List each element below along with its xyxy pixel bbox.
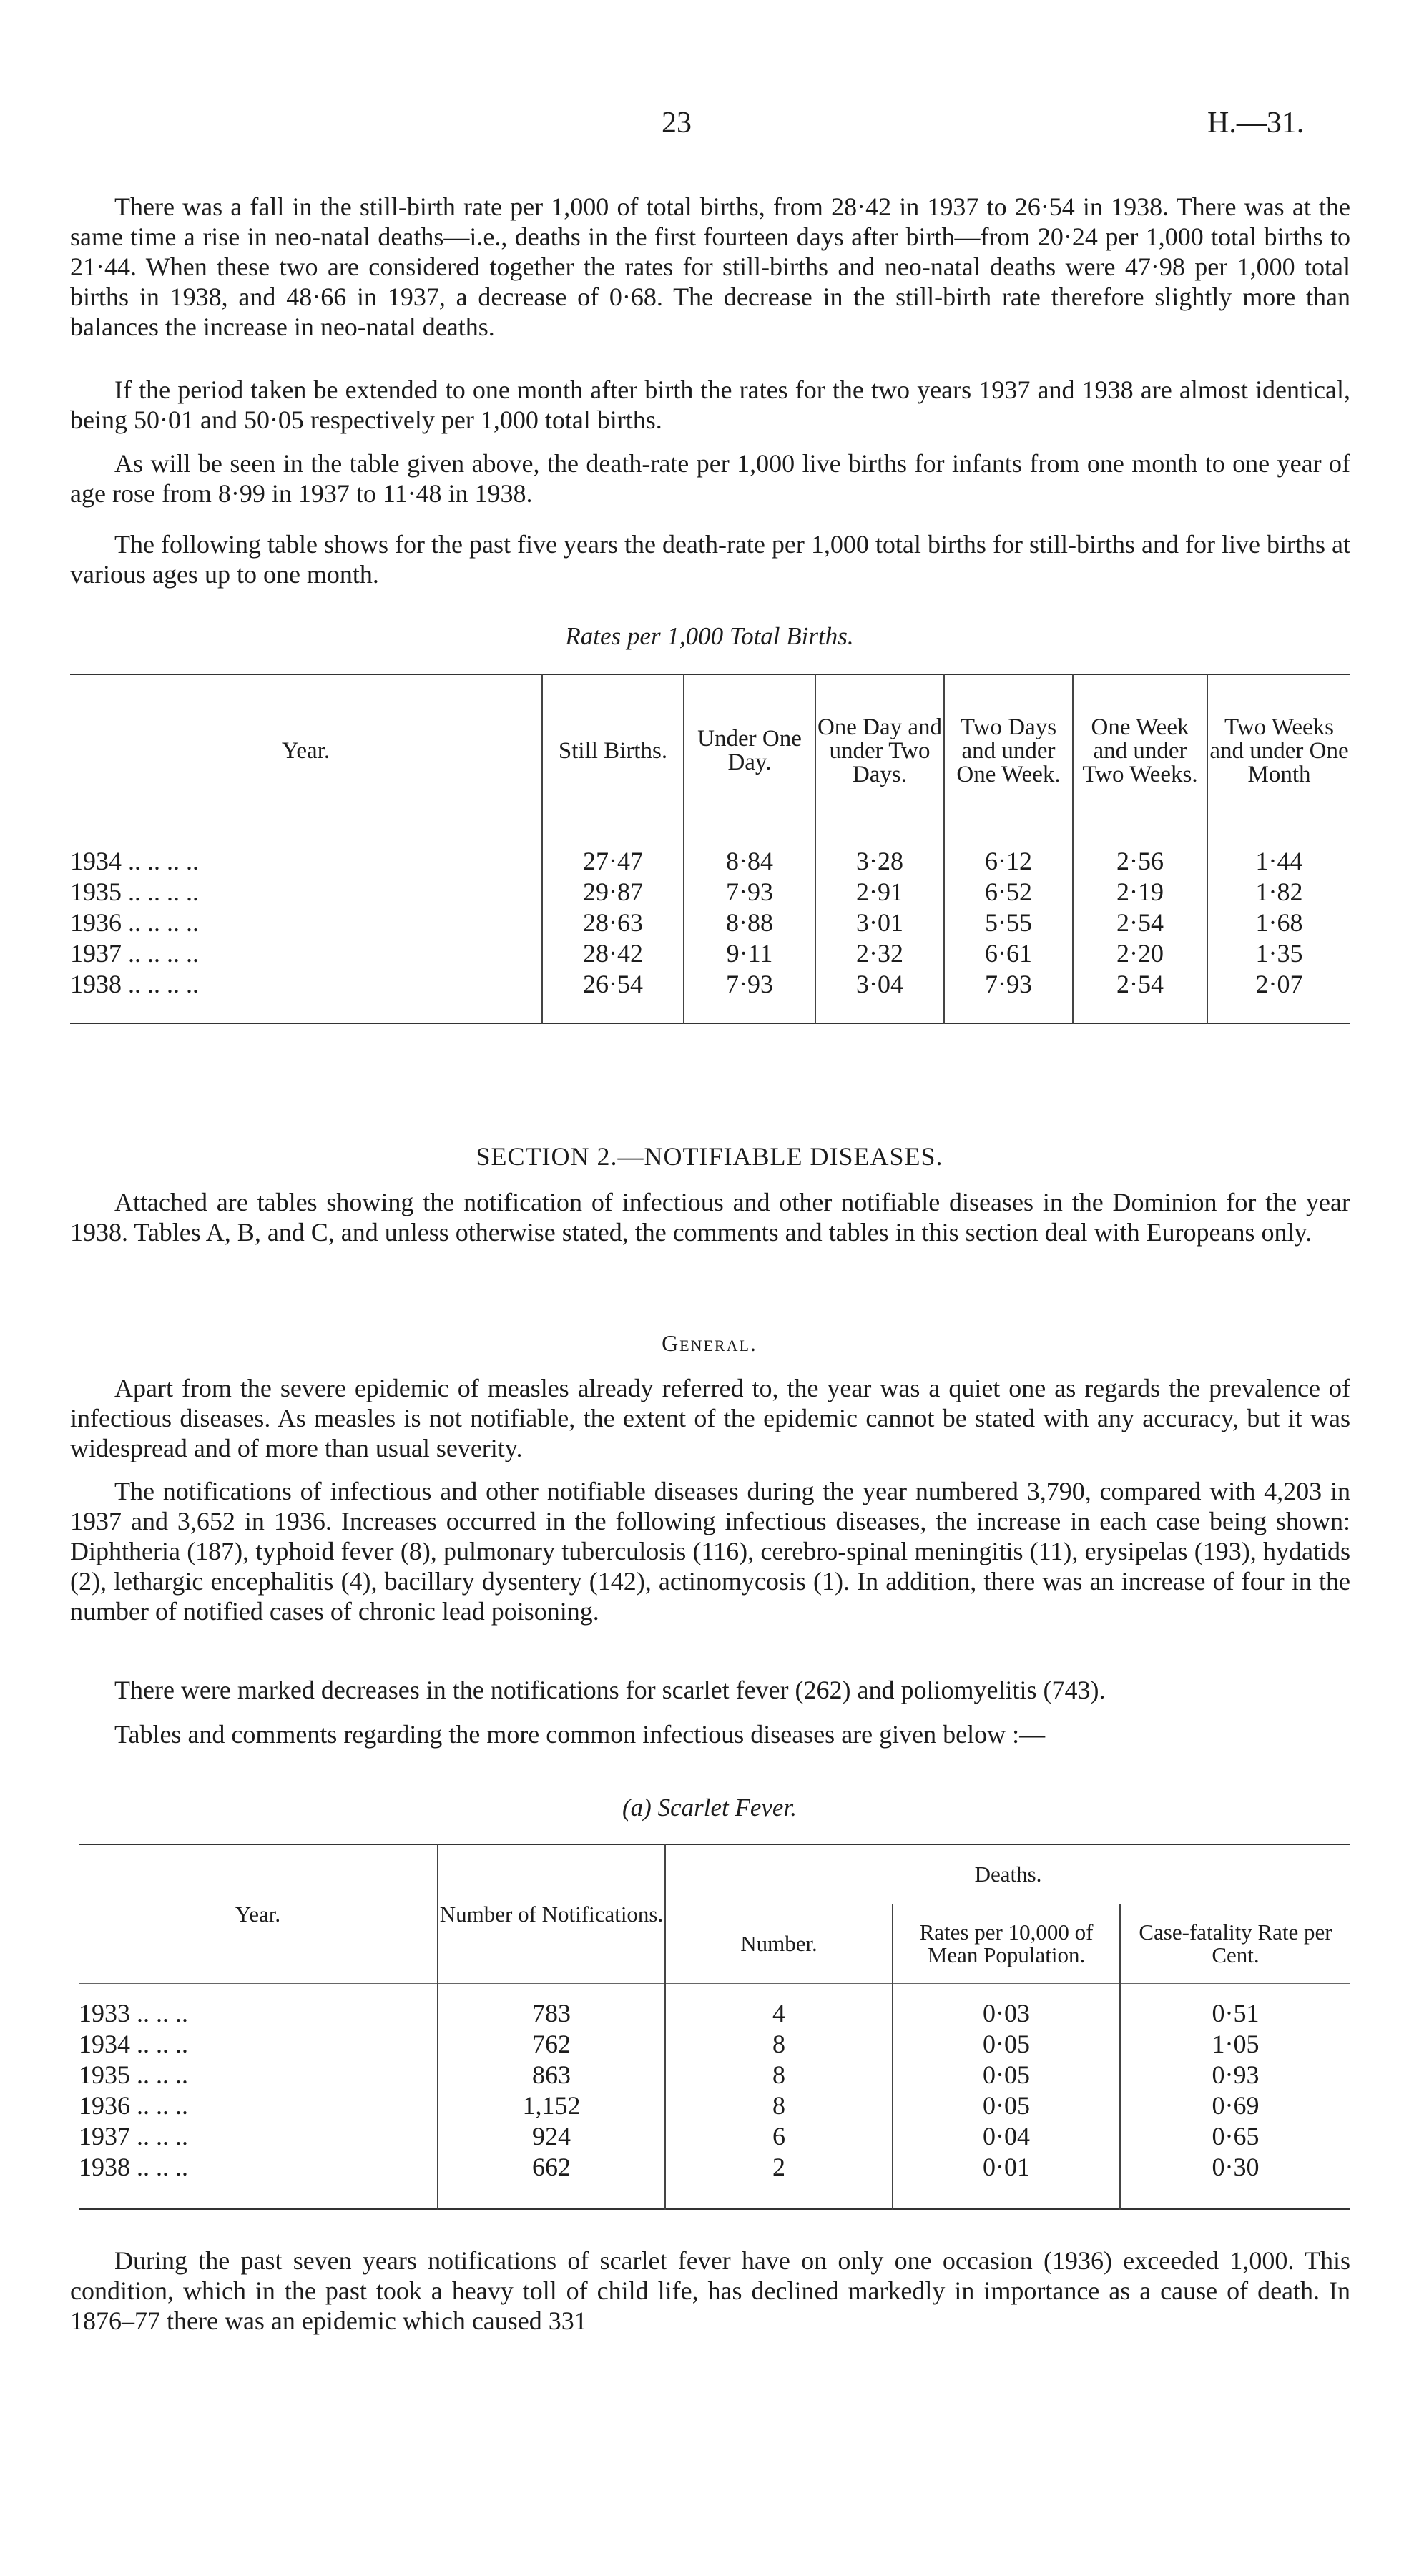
col-header-year: Year. [70,674,542,827]
value-cell: 924 [438,2121,665,2152]
value-cell: 662 [438,2152,665,2209]
value-cell: 2·91 [815,877,944,908]
year-cell: 1937 [79,2122,130,2150]
year-cell: 1934 [70,847,122,875]
table-row [70,908,1350,938]
value-cell: 863 [438,2060,665,2090]
col-header-year: Year. [235,1901,281,1927]
year-cell: 1935 [79,2060,130,2089]
value-cell: 0·93 [1120,2060,1350,2090]
value-cell: 2·54 [1073,969,1207,1023]
paragraph-attached-tables: Attached are tables showing the notification of infectious and other notifiable diseases in the Dominion for the year 1938. Tables A, B, and C, and unless otherwise stated, the comments and tables in this section deal with Europeans only. [70,1188,1350,1247]
value-cell: 28·42 [542,938,684,969]
col-header-case-fatality: Case-fatality Rate per Cent. [1120,1904,1350,1984]
paragraph-scarlet-fever-history: During the past seven years notifications of scarlet fever have on only one occasion (1936) exceeded 1,000. This condition, which in the past took a heavy toll of child life, has declined markedly in importance as a cause of death. In 1876–77 there was an epidemic which caused 331 [70,2246,1350,2335]
page-header [0,106,1419,149]
table-row [79,2121,1350,2152]
value-cell: 8·88 [684,908,815,938]
value-cell: 6 [665,2121,893,2152]
value-cell: 2·20 [1073,938,1207,969]
value-cell: 7·93 [944,969,1073,1023]
paragraph-infant-deathrate: As will be seen in the table given above, the death-rate per 1,000 live births for infants from one month to one year of age rose from 8·99 in 1937 to 11·48 in 1938. [70,449,1350,508]
col-header-under-one-day: Under One Day. [684,674,815,827]
value-cell: 1·68 [1207,908,1350,938]
value-cell: 2·07 [1207,969,1350,1023]
dot-leader: .. .. .. .. [128,847,199,875]
page-number: 23 [662,107,692,139]
value-cell: 2·54 [1073,908,1207,938]
dot-leader: .. .. .. [137,2122,188,2150]
dot-leader: .. .. .. .. [128,939,199,968]
col-header-deaths: Deaths. [665,1844,1350,1904]
col-header-rates: Rates per 10,000 of Mean Population. [893,1904,1120,1984]
value-cell: 1·44 [1207,827,1350,877]
year-cell: 1936 [70,908,122,937]
paragraph-stillbirth-rate: There was a fall in the still-birth rate per 1,000 of total births, from 28·42 in 1937 to 26·54 in 1938. There was at the same time a rise in neo-natal deaths—i.e., deaths in the first fourteen days after birth—from 20·24 per 1,000 total births to 21·44. When these two are considered together the rates for still-births and neo-natal deaths were 47·98 per 1,000 total births in 1938, and 48·66 in 1937, a decrease of 0·68. The decrease in the still-birth rate therefore slightly more than balances the increase in neo-natal deaths. [70,192,1350,341]
value-cell: 8 [665,2060,893,2090]
value-cell: 0·05 [893,2090,1120,2121]
col-header-notifications: Number of Notifications. [438,1844,665,1984]
table1-caption: Rates per 1,000 Total Births. [565,622,854,650]
dot-leader: .. .. .. .. [128,970,199,998]
value-cell: 27·47 [542,827,684,877]
table-row [70,969,1350,1023]
value-cell: 1,152 [438,2090,665,2121]
scarlet-fever-table [79,1844,1350,2210]
value-cell: 2·19 [1073,877,1207,908]
dot-leader: .. .. .. .. [128,877,199,906]
table-row [79,2029,1350,2060]
paragraph-one-month: If the period taken be extended to one month after birth the rates for the two years 1937 and 1938 are almost identical, being 50·01 and 50·05 respectively per 1,000 total births. [70,375,1350,434]
value-cell: 3·28 [815,827,944,877]
value-cell: 0·03 [893,1984,1120,2030]
table-row [79,2152,1350,2209]
value-cell: 28·63 [542,908,684,938]
value-cell: 2 [665,2152,893,2209]
year-cell: 1936 [79,2091,130,2120]
value-cell: 26·54 [542,969,684,1023]
value-cell: 3·01 [815,908,944,938]
value-cell: 2·32 [815,938,944,969]
value-cell: 7·93 [684,969,815,1023]
dot-leader: .. .. .. [137,1999,188,2027]
value-cell: 0·05 [893,2029,1120,2060]
table-row [79,2060,1350,2090]
paragraph-table-intro: The following table shows for the past five years the death-rate per 1,000 total births for still-births and for live births at various ages up to one month. [70,530,1350,589]
value-cell: 0·01 [893,2152,1120,2209]
table-row [70,877,1350,908]
value-cell: 0·69 [1120,2090,1350,2121]
value-cell: 29·87 [542,877,684,908]
year-cell: 1934 [79,2030,130,2058]
table2-caption: (a) Scarlet Fever. [622,1794,797,1822]
value-cell: 9·11 [684,938,815,969]
year-cell: 1938 [70,970,122,998]
value-cell: 783 [438,1984,665,2030]
rates-per-1000-table [70,674,1350,1024]
dot-leader: .. .. .. [137,2060,188,2089]
table-row [70,827,1350,877]
year-cell: 1938 [79,2153,130,2181]
dot-leader: .. .. .. [137,2153,188,2181]
col-header-one-day: One Day and under Two Days. [815,674,944,827]
value-cell: 7·93 [684,877,815,908]
table-row [79,2090,1350,2121]
value-cell: 0·51 [1120,1984,1350,2030]
table-row [70,938,1350,969]
dot-leader: .. .. .. .. [128,908,199,937]
year-cell: 1935 [70,877,122,906]
table-row [79,1984,1350,2030]
value-cell: 2·56 [1073,827,1207,877]
value-cell: 4 [665,1984,893,2030]
paragraph-notifications: The notifications of infectious and other notifiable diseases during the year numbered 3,790, compared with 4,203 in 1937 and 3,652 in 1936. Increases occurred in the following infectious diseases, the increase in each case being shown: Diphtheria (187), typhoid fever (8), pulmonary tuberculosis (116), cerebro-spinal meningitis (11), erysipelas (193), hydatids (2), lethargic encephalitis (4), bacillary dysentery (142), actinomycosis (1). In addition, there was an increase of four in the number of notified cases of chronic lead poisoning. [70,1477,1350,1626]
value-cell: 0·04 [893,2121,1120,2152]
value-cell: 8·84 [684,827,815,877]
col-header-two-weeks: Two Weeks and under One Month [1207,674,1350,827]
paragraph-decreases: There were marked decreases in the notifications for scarlet fever (262) and poliomyelitis (743). [114,1676,1106,1704]
col-header-one-week: One Week and under Two Weeks. [1073,674,1207,827]
value-cell: 1·82 [1207,877,1350,908]
value-cell: 6·12 [944,827,1073,877]
value-cell: 8 [665,2090,893,2121]
value-cell: 0·65 [1120,2121,1350,2152]
value-cell: 5·55 [944,908,1073,938]
col-header-two-days: Two Days and under One Week. [944,674,1073,827]
value-cell: 762 [438,2029,665,2060]
value-cell: 1·05 [1120,2029,1350,2060]
col-header-number: Number. [665,1904,893,1984]
subheading-general: General. [662,1330,757,1356]
value-cell: 1·35 [1207,938,1350,969]
value-cell: 6·52 [944,877,1073,908]
dot-leader: .. .. .. [137,2091,188,2120]
paragraph-tables-below: Tables and comments regarding the more common infectious diseases are given below :— [114,1720,1046,1749]
value-cell: 0·05 [893,2060,1120,2090]
paragraph-measles: Apart from the severe epidemic of measles already referred to, the year was a quiet one as regards the prevalence of infectious diseases. As measles is not notifiable, the extent of the epidemic cannot be stated with any accuracy, but it was widespread and of more than usual severity. [70,1374,1350,1462]
col-header-still-births: Still Births. [542,674,684,827]
year-cell: 1937 [70,939,122,968]
value-cell: 0·30 [1120,2152,1350,2209]
value-cell: 6·61 [944,938,1073,969]
section-heading: SECTION 2.—NOTIFIABLE DISEASES. [476,1142,943,1171]
dot-leader: .. .. .. [137,2030,188,2058]
year-cell: 1933 [79,1999,130,2027]
value-cell: 8 [665,2029,893,2060]
document-reference: H.—31. [1207,107,1305,139]
value-cell: 3·04 [815,969,944,1023]
